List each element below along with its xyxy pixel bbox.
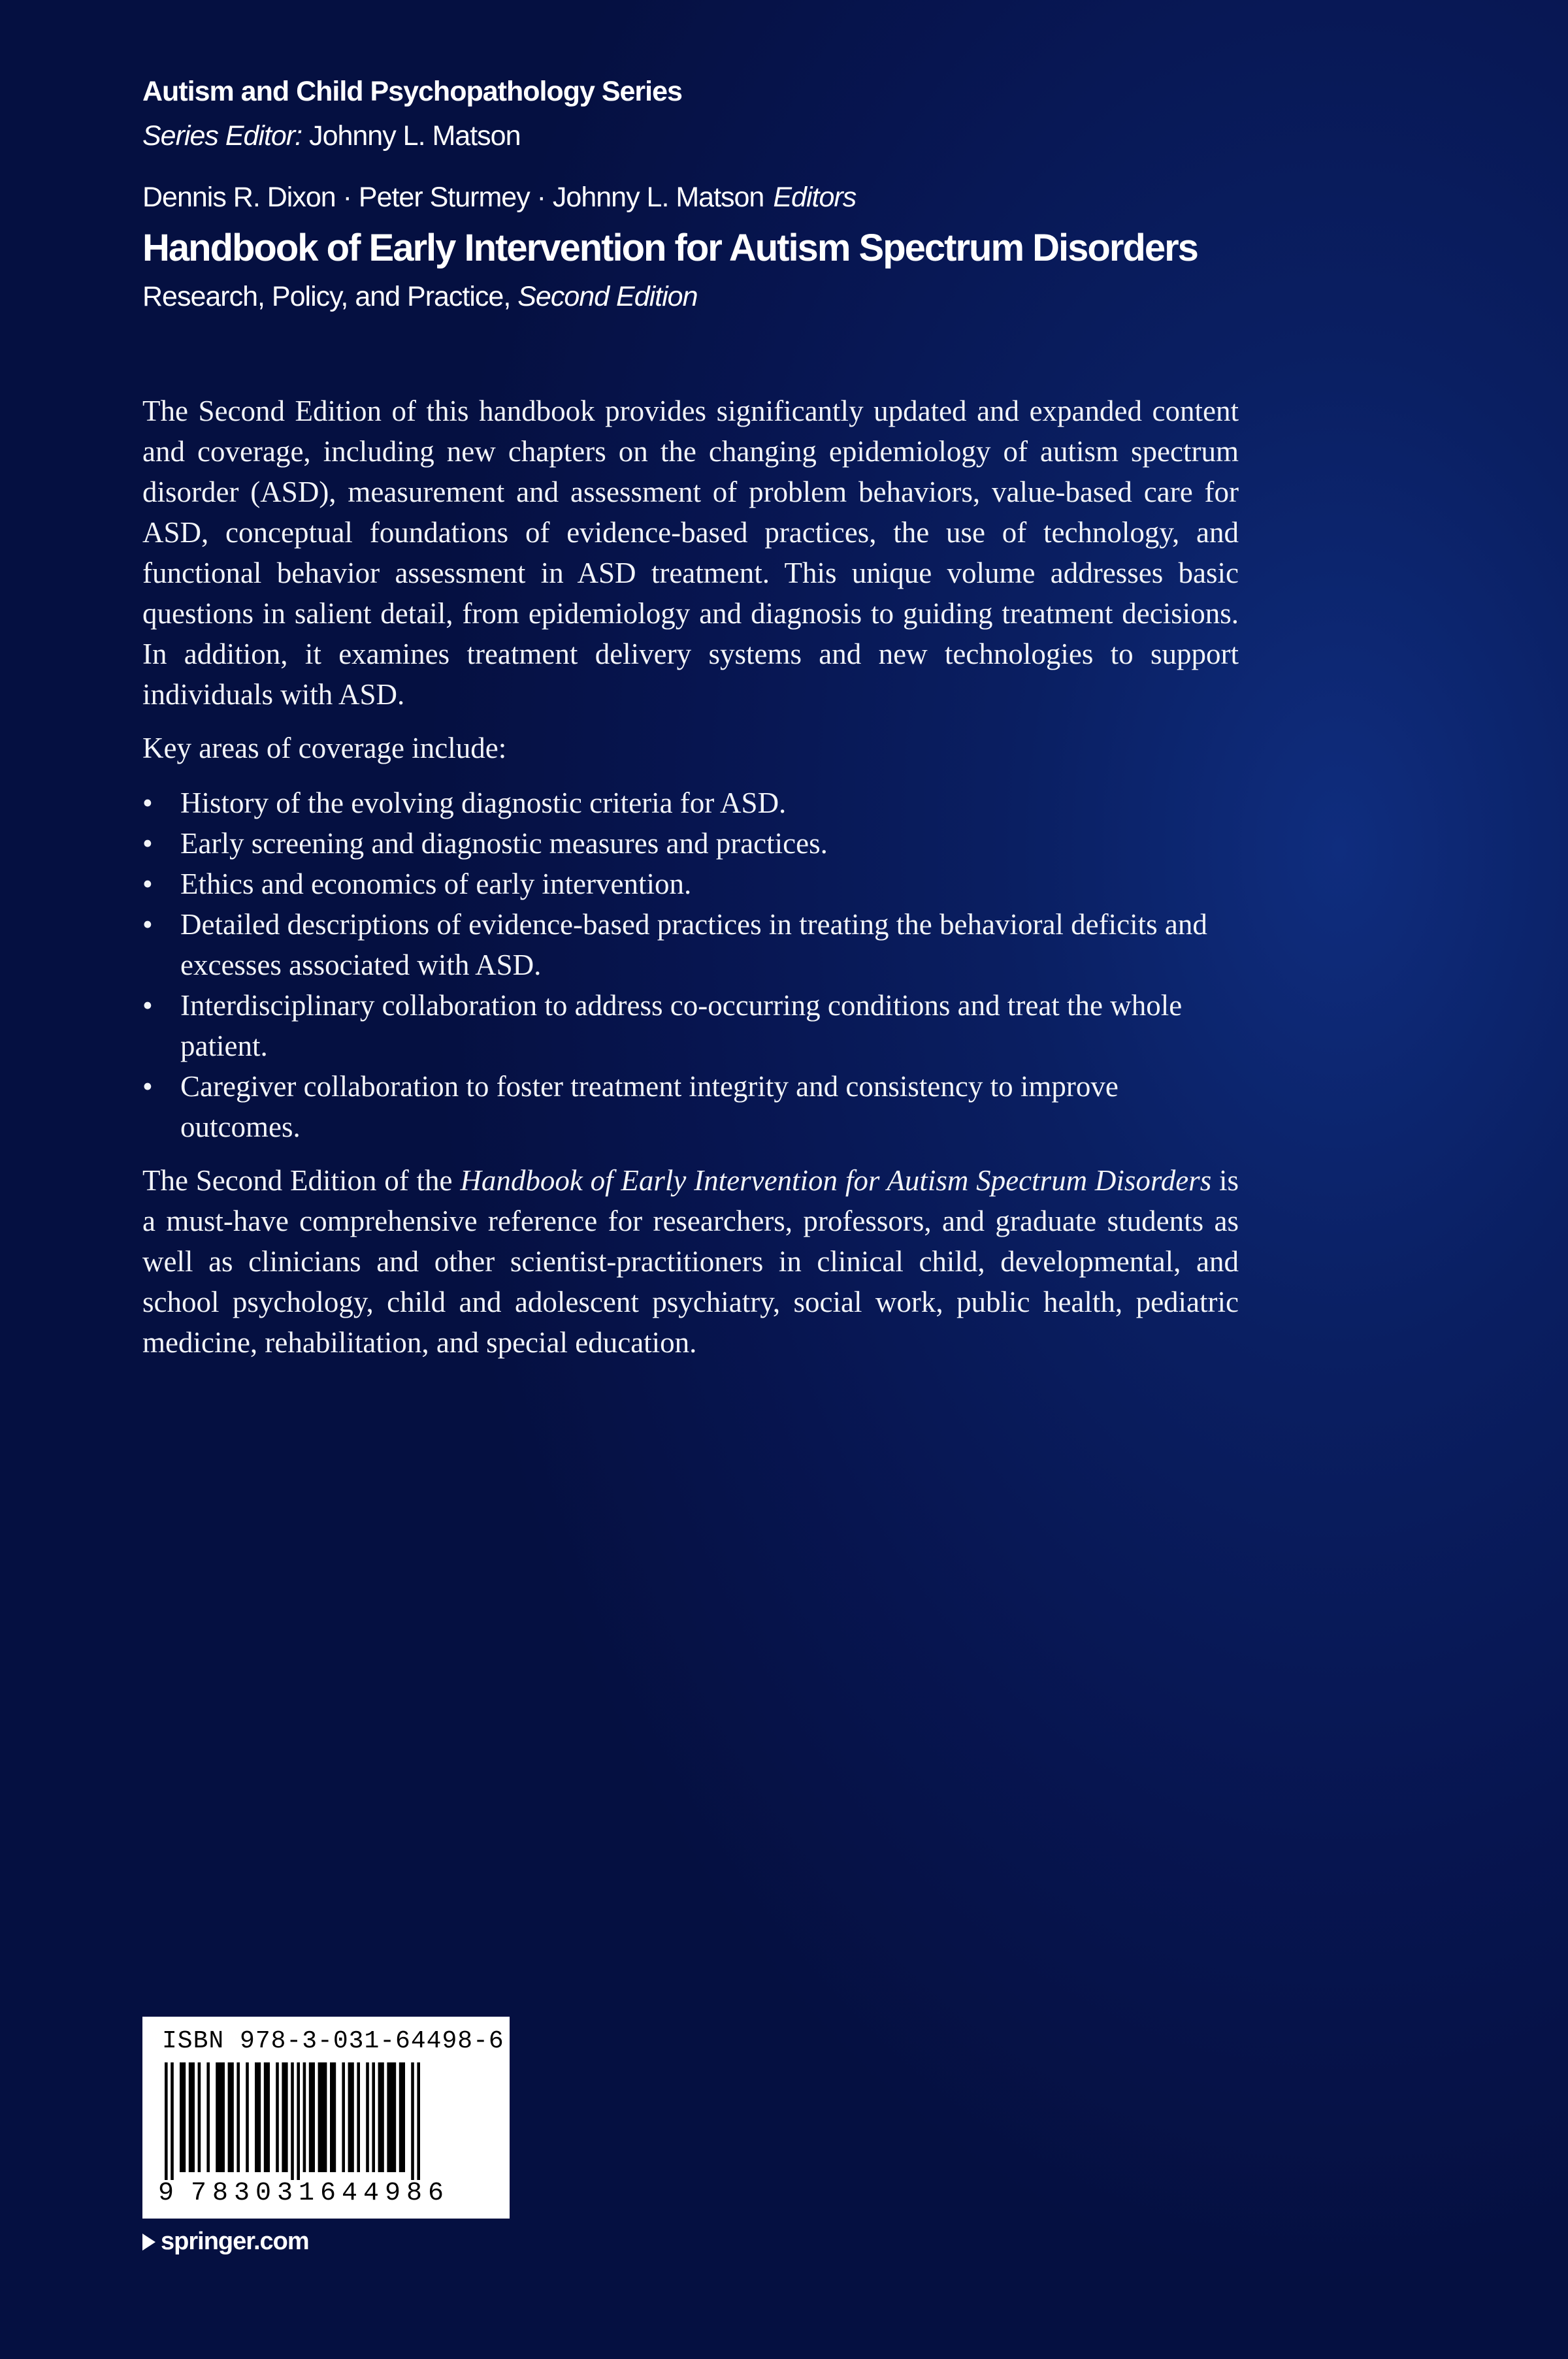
series-editor-label: Series Editor: bbox=[142, 120, 302, 152]
list-item: • Interdisciplinary collaboration to address co-occurring conditions and treat the whole patient. bbox=[142, 985, 1239, 1066]
series-editor bbox=[142, 120, 521, 152]
book-editors bbox=[142, 182, 856, 214]
bullet-icon: • bbox=[142, 787, 153, 819]
subtitle-text: Research, Policy, and Practice, bbox=[142, 281, 511, 312]
bullet-icon: • bbox=[142, 868, 153, 900]
isbn-barcode bbox=[142, 2017, 510, 2219]
back-cover-blurb bbox=[142, 391, 1239, 1363]
isbn-label: ISBN 978-3-031-64498-6 bbox=[162, 2027, 504, 2055]
series-title: Autism and Child Psychopathology Series bbox=[142, 76, 682, 107]
barcode-bars bbox=[165, 2062, 485, 2180]
bullet-icon: • bbox=[142, 908, 153, 941]
bullet-icon: • bbox=[142, 989, 153, 1022]
barcode-lead-digit: 9 bbox=[158, 2179, 174, 2208]
bullet-icon: • bbox=[142, 827, 153, 860]
publisher-link bbox=[142, 2228, 309, 2256]
publisher-name: springer.com bbox=[161, 2228, 309, 2255]
play-arrow-icon bbox=[142, 2234, 155, 2251]
closing-book-title: Handbook of Early Intervention for Autism Spectrum Disorders bbox=[460, 1164, 1212, 1197]
editor-names: Dennis R. Dixon · Peter Sturmey · Johnny L. Matson bbox=[142, 182, 764, 213]
book-subtitle bbox=[142, 281, 698, 313]
list-item: • Early screening and diagnostic measures and practices. bbox=[142, 823, 1239, 864]
barcode-digits: 783031644986 bbox=[191, 2179, 450, 2208]
closing-paragraph: The Second Edition of the Handbook of Early Intervention for Autism Spectrum Disorders is a must-have comprehensive reference for researchers, professors, and graduate students as well as clinicians and other scientist-practitioners in clinical child, developmental, and school psychology, child and adolescent psychiatry, social work, public health, pediatric medicine, rehabilitation, and special education. bbox=[142, 1164, 1239, 1359]
list-item: • Caregiver collaboration to foster treatment integrity and consistency to improve outcomes. bbox=[142, 1066, 1239, 1147]
list-item: • Detailed descriptions of evidence-based practices in treating the behavioral deficits and excesses associated with ASD. bbox=[142, 904, 1239, 985]
editors-role: Editors bbox=[773, 182, 857, 213]
book-title: Handbook of Early Intervention for Autism Spectrum Disorders bbox=[142, 227, 1198, 269]
key-areas-label: Key areas of coverage include: bbox=[142, 732, 507, 764]
list-item: • Ethics and economics of early intervention. bbox=[142, 864, 1239, 904]
intro-paragraph: The Second Edition of this handbook provides significantly updated and expanded content and coverage, including new chapters on the changing epidemiology of autism spectrum disorder (ASD), measurement and assessment of problem behaviors, value-based care for ASD, conceptual foundations of evidence-based practices, the use of technology, and functional behavior assessment in ASD treatment. This unique volume addresses basic questions in salient detail, from epidemiology and diagnosis to guiding treatment decisions. In addition, it examines treatment delivery systems and new technologies to support individuals with ASD. bbox=[142, 395, 1239, 711]
edition-label: Second Edition bbox=[517, 281, 698, 312]
series-editor-name: Johnny L. Matson bbox=[309, 120, 521, 152]
bullet-icon: • bbox=[142, 1070, 153, 1103]
list-item: • History of the evolving diagnostic criteria for ASD. bbox=[142, 783, 1239, 823]
coverage-list bbox=[142, 783, 1239, 1147]
